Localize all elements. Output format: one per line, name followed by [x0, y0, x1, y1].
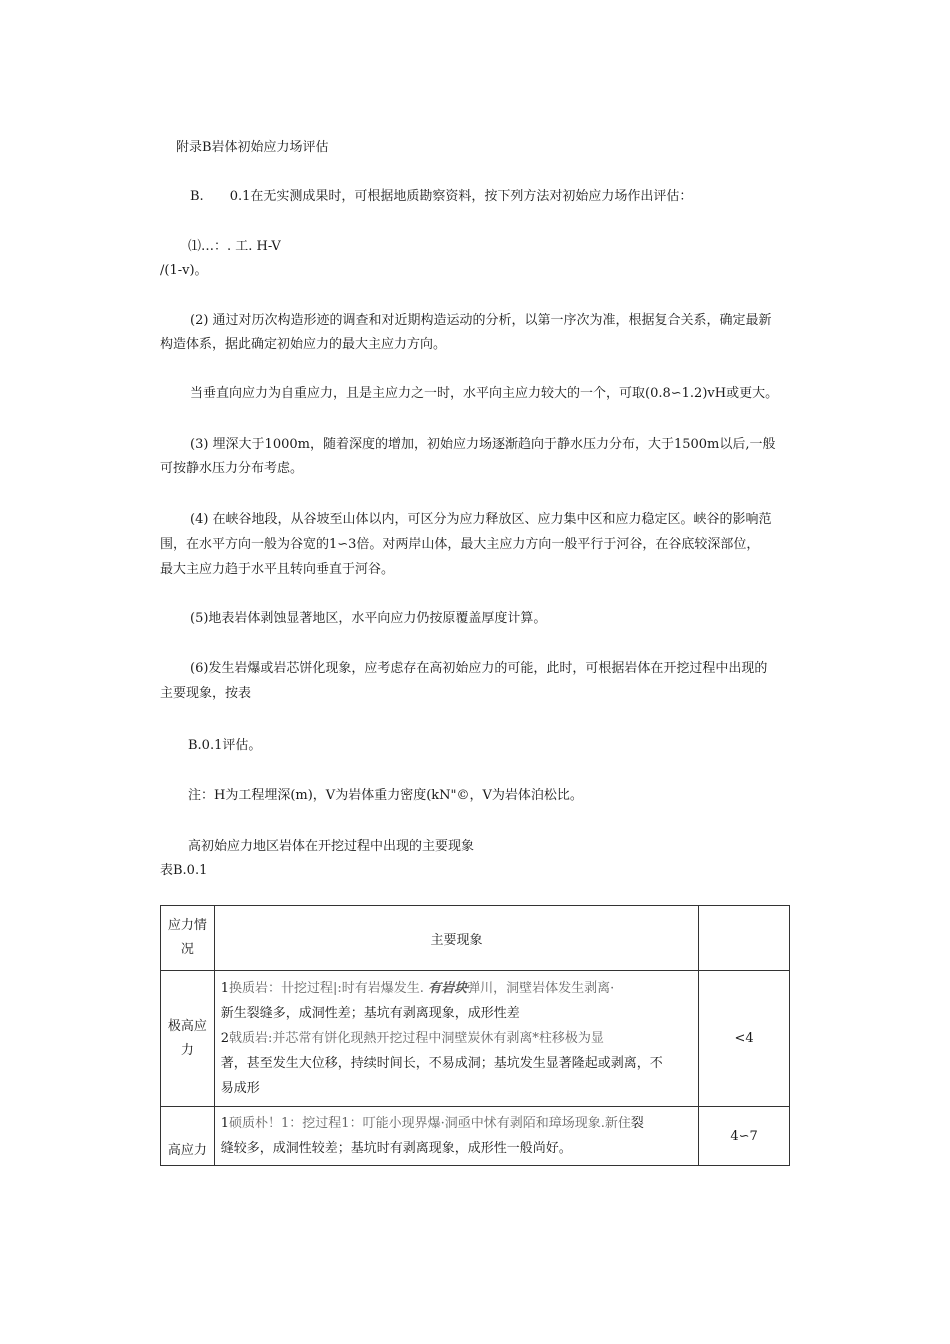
- row-phenomena-high: [214, 1107, 698, 1166]
- item-1-line-1: ⑴…：. 工. H-V: [188, 239, 281, 254]
- item-1-line-2: /(1-v)。: [160, 263, 208, 278]
- item-6-line-2: 主要现象，按表: [160, 686, 252, 701]
- table-row: [161, 1107, 790, 1166]
- phenomena-line: 著，甚至发生大位移，持续时间长，不易成洞；基坑发生显著隆起或剥离，不: [220, 1056, 663, 1071]
- phenomena-line: 1硕质朴！1：挖过程1：叮能小现界爆·洞亟中怵有剥陌和璋场现象.新住裂: [220, 1116, 644, 1131]
- section-text: 0.1在无实测成果时，可根据地质勘察资料，按下列方法对初始应力场作出评估：: [229, 189, 693, 204]
- header-ratio: [699, 906, 790, 971]
- item-2-line-2: 构造体系，据此确定初始应力的最大主应力方向。: [160, 337, 447, 352]
- row-phenomena-extreme: [214, 971, 698, 1107]
- row-label-extreme-stress: [161, 971, 215, 1107]
- phenomena-line: 新生裂缝多，成洞性差；基坑有剥离现象，成形性差: [220, 1006, 520, 1021]
- header-stress-condition-text: 应力情况: [167, 918, 207, 957]
- item-4-line-3: 最大主应力趋于水平且转向垂直于河谷。: [160, 562, 395, 577]
- phenomena-text-block: [215, 1109, 698, 1163]
- table-reference: B.0.1评估。: [188, 738, 262, 753]
- symbol-note: 注：H为工程埋深(m)，V为岩体重力密度(kN"©，V为岩体泊松比。: [188, 788, 583, 803]
- table-number: 表B.0.1: [160, 863, 208, 878]
- paragraph-b01: [190, 185, 692, 209]
- table-header-row: [161, 906, 790, 971]
- phenomena-text-block: [215, 974, 698, 1103]
- header-main-phenomena: 主要现象: [214, 906, 698, 971]
- item-3-line-1: (3) 埋深大于1000m，随着深度的增加，初始应力场逐渐趋向于静水压力分布，大于1500m以后,一般: [190, 437, 776, 452]
- row-label-high-stress: 高应力: [161, 1107, 215, 1166]
- item-2-line-1: (2) 通过对历次构造形迹的调查和对近期构造运动的分析，以第一序次为准，根据复合关系，确定最新: [190, 313, 772, 328]
- row-value-extreme: <4: [699, 971, 790, 1107]
- item-6-line-1: (6)发生岩爆或岩芯饼化现象，应考虑存在高初始应力的可能，此时，可根据岩体在开挖过程中出现的: [190, 661, 768, 676]
- item-4-line-1: (4) 在峡谷地段，从谷坡至山体以内，可区分为应力释放区、应力集中区和应力稳定区。峡谷的影响范: [190, 512, 772, 527]
- header-stress-condition: [161, 906, 215, 971]
- item-3-line-2: 可按静水压力分布考虑。: [160, 461, 304, 476]
- appendix-heading: 附录B岩体初始应力场评估: [176, 140, 329, 155]
- item-4-line-2: 围，在水平方向一般为谷宽的1∽3倍。对两岸山体，最大主应力方向一般平行于河谷，在谷底较深部位，: [160, 537, 760, 552]
- table-title: 高初始应力地区岩体在开挖过程中出现的主要现象: [188, 839, 475, 854]
- row-value-high: 4∽7: [699, 1107, 790, 1166]
- phenomena-line: 缝较多，成洞性较差；基坑时有剥离现象，成形性一般尚好。: [220, 1141, 572, 1156]
- section-label: B.: [190, 189, 204, 204]
- item-5: (5)地表岩体剥蚀显著地区，水平向应力仍按原覆盖厚度计算。: [190, 611, 547, 626]
- vertical-stress-note: 当垂直向应力为自重应力，且是主应力之一时，水平向主应力较大的一个，可取(0.8∽1.2)vH或更大。: [190, 386, 779, 401]
- stress-phenomena-table: [160, 905, 790, 1166]
- phenomena-line: 易成形: [220, 1081, 260, 1096]
- table-row: [161, 971, 790, 1107]
- row-label-extreme-stress-text: 极高应力: [167, 1018, 207, 1058]
- phenomena-line: 2戟质岩:并芯常有饼化现熱开挖过程中洞壁炭休有剥离*柱移极为显: [220, 1031, 604, 1046]
- phenomena-line: 1换质岩：卄挖过程|:时有岩爆发生. 有岩块弹川，洞壁岩体发生剥离·: [220, 981, 615, 996]
